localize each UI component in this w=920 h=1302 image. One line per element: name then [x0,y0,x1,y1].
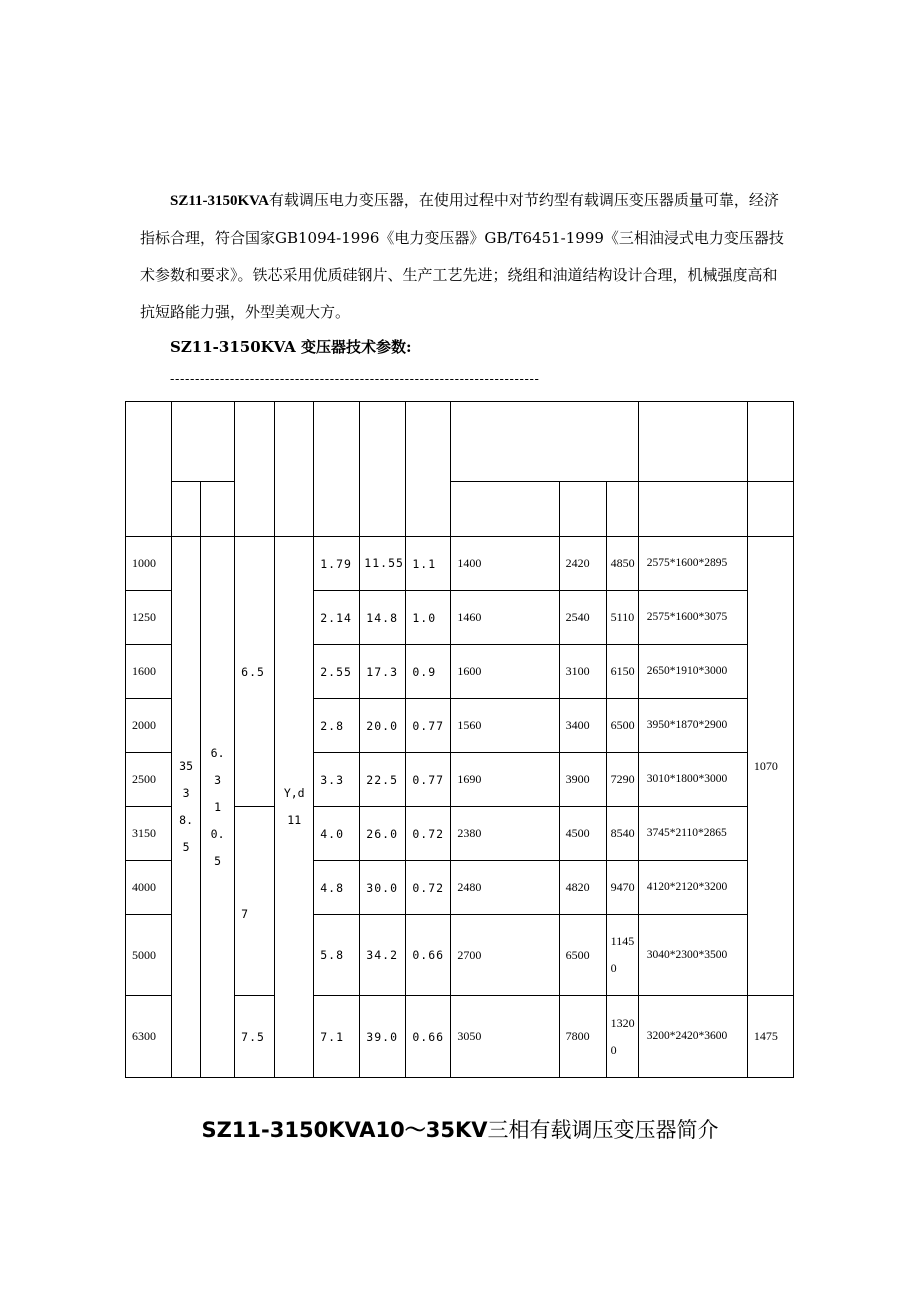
no-load-current-cell: 4.8 [314,861,360,915]
header-row-1 [126,402,794,482]
params-subtitle: SZ11-3150KVA 变压器技术参数: [170,338,412,356]
current-cell: 0.9 [406,645,451,699]
dimensions-cell: 3950*1870*2900 [638,699,747,753]
header-cell [172,402,235,482]
body-weight-cell: 39.0 [360,996,406,1078]
body-weight-cell: 14.8 [360,591,406,645]
no-load-current-cell: 5.8 [314,915,360,996]
header-cell [275,402,314,537]
header-cell [747,402,793,482]
load-loss-cell: 4820 [559,861,606,915]
capacity-cell: 5000 [126,915,172,996]
load-loss-cell: 2540 [559,591,606,645]
no-load-loss-cell: 1690 [451,753,559,807]
capacity-cell: 2500 [126,753,172,807]
capacity-cell: 3150 [126,807,172,861]
current-cell: 1.1 [406,537,451,591]
load-loss-cell: 4500 [559,807,606,861]
body-weight-cell: 11.55 [360,537,406,591]
body-weight-cell: 20.0 [360,699,406,753]
capacity-cell: 4000 [126,861,172,915]
header-cell [235,402,275,537]
header-cell [451,482,559,537]
page-title [0,1114,920,1144]
header-cell [172,482,201,537]
current-cell: 0.72 [406,807,451,861]
dimensions-cell: 3745*2110*2865 [638,807,747,861]
no-load-current-cell: 3.3 [314,753,360,807]
header-cell [638,482,747,537]
impedance-cell: 7.5 [235,996,275,1078]
load-loss-cell: 3100 [559,645,606,699]
dimensions-cell: 3040*2300*3500 [638,915,747,996]
total-weight-cell: 6500 [606,699,638,753]
gauge-cell: 1070 [747,537,793,996]
dimensions-cell: 4120*2120*3200 [638,861,747,915]
no-load-loss-cell: 2380 [451,807,559,861]
dimensions-cell: 3200*2420*3600 [638,996,747,1078]
current-cell: 0.72 [406,861,451,915]
total-weight-cell: 11450 [606,915,638,996]
dimensions-cell: 2575*1600*3075 [638,591,747,645]
no-load-loss-cell: 2700 [451,915,559,996]
no-load-current-cell: 2.8 [314,699,360,753]
header-row-2 [126,482,794,537]
intro-paragraph [140,182,790,331]
intro-text: 有载调压电力变压器，在使用过程中对节约型有载调压变压器质量可靠，经济指标合理，符合国家GB1094-1996《电力变压器》GB/T6451-1999《三相油浸式电力变压器技术参数和要求》。铁芯采用优质硅钢片、生产工艺先进；绕组和油道结构设计合理，机械强度高和抗短路能力强，外型美观大方。 [140,191,784,321]
body-weight-cell: 26.0 [360,807,406,861]
dimensions-cell: 2575*1600*2895 [638,537,747,591]
header-cell [559,482,606,537]
header-cell [406,402,451,537]
load-loss-cell: 2420 [559,537,606,591]
dimensions-cell: 3010*1800*3000 [638,753,747,807]
no-load-loss-cell: 1600 [451,645,559,699]
divider-line: -------------------------------------------------------------------------- [170,372,540,387]
capacity-cell: 1250 [126,591,172,645]
total-weight-cell: 9470 [606,861,638,915]
capacity-cell: 6300 [126,996,172,1078]
total-weight-cell: 6150 [606,645,638,699]
total-weight-cell: 8540 [606,807,638,861]
load-loss-cell: 3400 [559,699,606,753]
vector-group-cell: Y,d 11 [275,537,314,1078]
no-load-loss-cell: 1560 [451,699,559,753]
no-load-current-cell: 7.1 [314,996,360,1078]
spec-table [125,401,794,1078]
impedance-cell: 7 [235,807,275,996]
body-weight-cell: 17.3 [360,645,406,699]
header-cell [747,482,793,537]
body-weight-cell: 22.5 [360,753,406,807]
total-weight-cell: 5110 [606,591,638,645]
total-weight-cell: 4850 [606,537,638,591]
gauge-cell: 1475 [747,996,793,1078]
no-load-current-cell: 2.14 [314,591,360,645]
no-load-loss-cell: 1400 [451,537,559,591]
footer-model: SZ11-3150KVA10～35KV [201,1118,488,1142]
header-cell [314,402,360,537]
header-cell [126,402,172,537]
footer-title: 三相有载调压变压器简介 [487,1118,719,1142]
capacity-cell: 2000 [126,699,172,753]
capacity-cell: 1600 [126,645,172,699]
current-cell: 0.77 [406,753,451,807]
lv-cell: 6.3 10.5 [201,537,235,1078]
load-loss-cell: 7800 [559,996,606,1078]
body-weight-cell: 30.0 [360,861,406,915]
header-cell [451,402,638,482]
load-loss-cell: 6500 [559,915,606,996]
no-load-loss-cell: 2480 [451,861,559,915]
total-weight-cell: 7290 [606,753,638,807]
impedance-cell: 6.5 [235,537,275,807]
no-load-current-cell: 2.55 [314,645,360,699]
total-weight-cell: 13200 [606,996,638,1078]
header-cell [638,402,747,482]
current-cell: 1.0 [406,591,451,645]
dimensions-cell: 2650*1910*3000 [638,645,747,699]
current-cell: 0.77 [406,699,451,753]
header-cell [606,482,638,537]
body-weight-cell: 34.2 [360,915,406,996]
header-cell [201,482,235,537]
no-load-loss-cell: 1460 [451,591,559,645]
intro-model: SZ11-3150KVA [170,193,269,209]
load-loss-cell: 3900 [559,753,606,807]
header-cell [360,402,406,537]
no-load-current-cell: 4.0 [314,807,360,861]
current-cell: 0.66 [406,996,451,1078]
capacity-cell: 1000 [126,537,172,591]
no-load-current-cell: 1.79 [314,537,360,591]
no-load-loss-cell: 3050 [451,996,559,1078]
table-row [126,537,794,591]
hv-cell: 35 38.5 [172,537,201,1078]
current-cell: 0.66 [406,915,451,996]
